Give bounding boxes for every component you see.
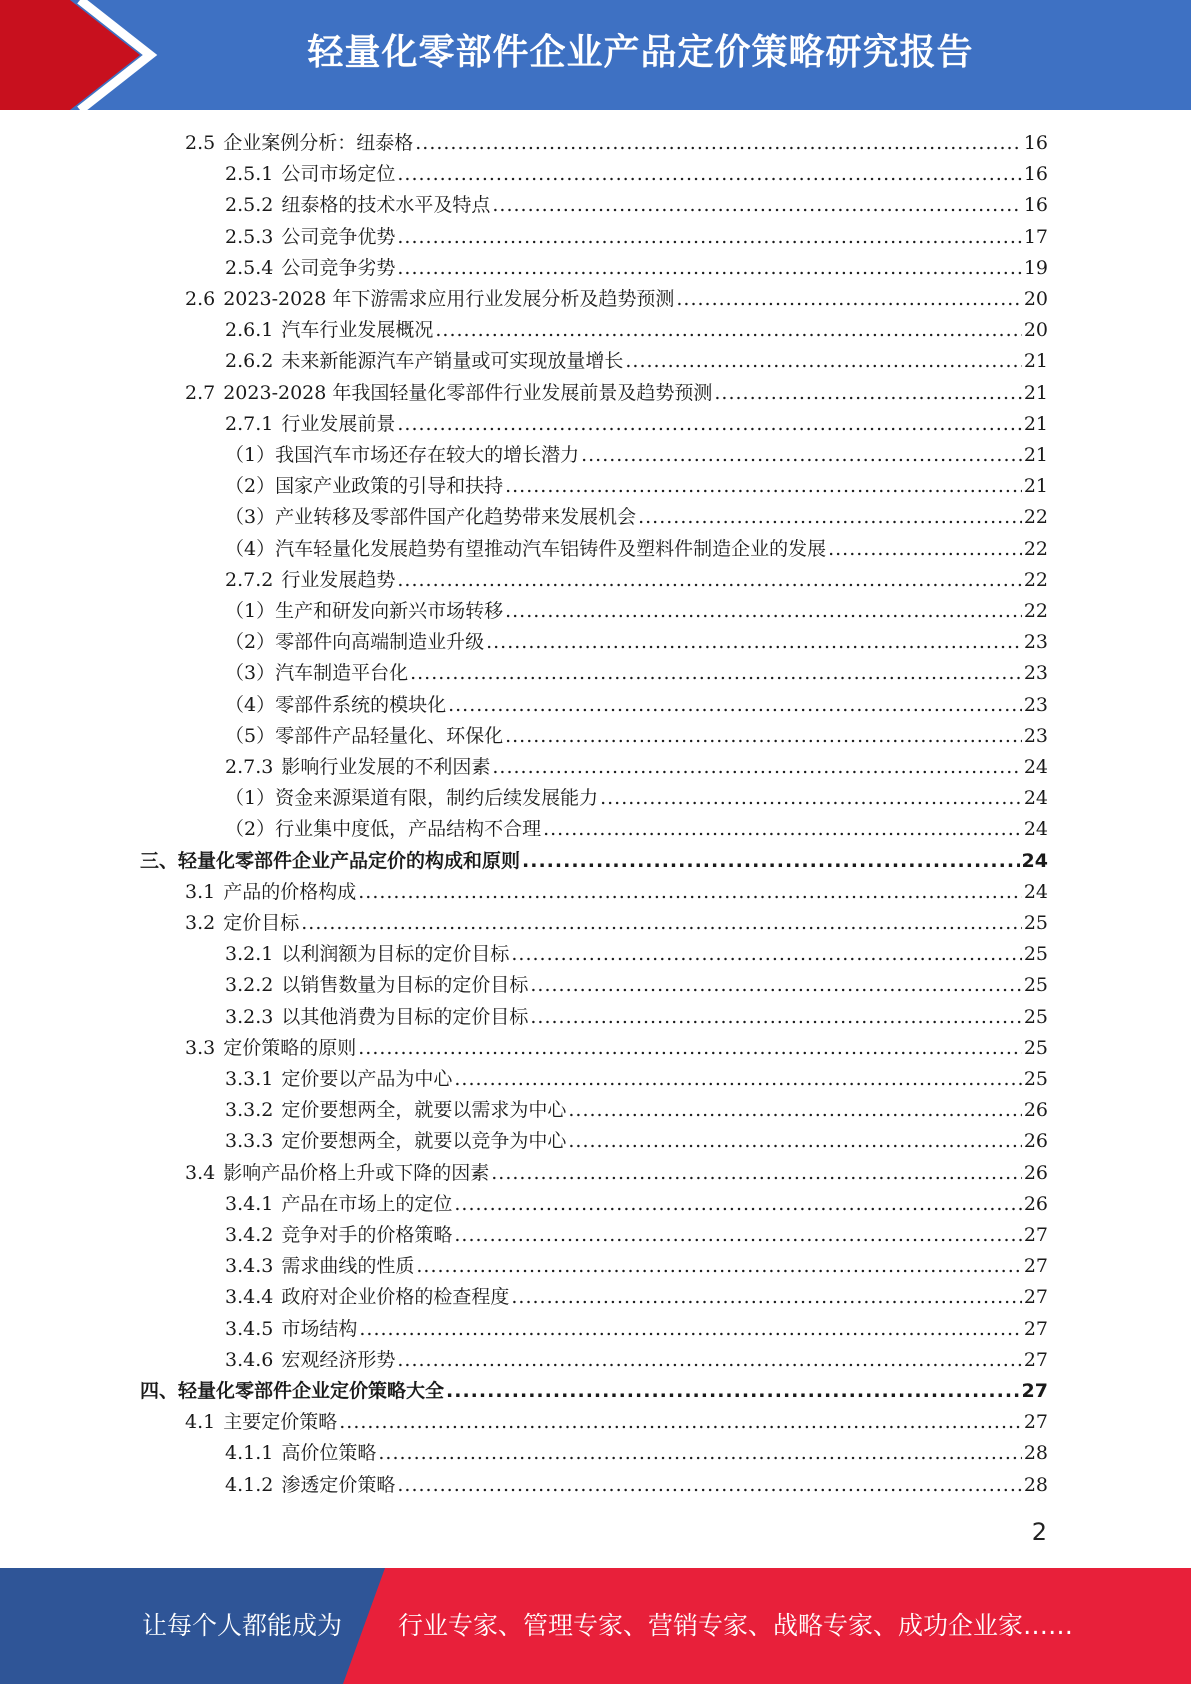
toc-entry-number: 3.3.2 (225, 1099, 274, 1122)
toc-entry[interactable] (225, 1438, 1048, 1469)
toc-entry-page: 19 (1023, 256, 1048, 279)
toc-entry-page: 22 (1023, 537, 1048, 560)
toc-entry[interactable] (225, 658, 1048, 689)
toc-entry[interactable] (185, 877, 1048, 908)
toc-dot-leader (397, 222, 1021, 253)
toc-entry-number: 2.6.1 (225, 319, 274, 342)
toc-entry-label: 公司竞争优势 (281, 225, 396, 248)
toc-entry-page: 26 (1023, 1161, 1048, 1184)
toc-dot-leader (397, 1345, 1021, 1376)
toc-dot-leader (568, 1126, 1021, 1157)
toc-entry-label: 高价位策略 (281, 1442, 377, 1465)
toc-entry[interactable] (225, 440, 1048, 471)
toc-entry-page: 27 (1023, 1411, 1048, 1434)
page-number: 2 (1031, 1518, 1047, 1546)
toc-entry-page: 27 (1023, 1286, 1048, 1309)
report-header (0, 0, 1191, 110)
toc-entry-page: 27 (1023, 1348, 1048, 1371)
toc-dot-leader (435, 315, 1021, 346)
toc-dot-leader (486, 627, 1022, 658)
toc-entry[interactable] (225, 1002, 1048, 1033)
toc-entry-page: 24 (1023, 787, 1048, 810)
toc-entry-page: 16 (1023, 194, 1048, 217)
toc-dot-leader (454, 1220, 1021, 1251)
toc-entry[interactable] (225, 627, 1048, 658)
toc-entry-label: 主要定价策略 (223, 1411, 338, 1434)
toc-dot-leader (522, 846, 1020, 877)
toc-dot-leader (676, 284, 1021, 315)
toc-entry-page: 27 (1023, 1317, 1048, 1340)
toc-entry-page: 27 (1021, 1380, 1048, 1402)
toc-entry-label: 行业发展前景 (281, 412, 396, 435)
toc-entry-number: 3.4.4 (225, 1286, 274, 1309)
toc-entry-label: 以利润额为目标的定价目标 (281, 943, 510, 966)
toc-entry[interactable] (225, 409, 1048, 440)
toc-entry-number: 2.5 (185, 132, 216, 154)
toc-entry-label: 定价策略的原则 (223, 1036, 357, 1059)
toc-entry-page: 25 (1023, 1005, 1048, 1028)
toc-entry-label: 汽车行业发展概况 (281, 319, 434, 342)
toc-entry-page: 22 (1023, 568, 1048, 591)
toc-entry-number: 2.7.3 (225, 756, 274, 778)
toc-entry[interactable] (140, 846, 1048, 877)
toc-entry[interactable] (185, 284, 1048, 315)
toc-entry-page: 24 (1023, 880, 1048, 903)
toc-entry-page: 24 (1023, 818, 1048, 841)
toc-entry[interactable] (225, 1095, 1048, 1126)
toc-entry-label: （1）资金来源渠道有限，制约后续发展能力 (225, 787, 599, 810)
toc-entry-label: 公司竞争劣势 (281, 256, 396, 279)
toc-entry-page: 21 (1023, 350, 1048, 373)
toc-entry-number: 2.7 (185, 381, 216, 404)
toc-dot-leader (301, 908, 1022, 939)
toc-entry-label: 竞争对手的价格策略 (281, 1224, 453, 1246)
toc-entry-label: 未来新能源汽车产销量或可实现放量增长 (281, 350, 624, 373)
toc-entry-page: 24 (1021, 849, 1048, 872)
toc-dot-leader (397, 159, 1021, 190)
toc-entry[interactable] (185, 908, 1048, 939)
toc-dot-leader (625, 346, 1021, 377)
toc-dot-leader (581, 440, 1022, 471)
toc-entry-number: 3.4.2 (225, 1224, 274, 1246)
toc-entry-label: 产品在市场上的定位 (281, 1192, 453, 1215)
toc-entry[interactable] (225, 1251, 1048, 1282)
toc-dot-leader (339, 1407, 1022, 1438)
toc-entry-label: 定价要想两全，就要以竞争为中心 (281, 1130, 567, 1153)
toc-entry-page: 17 (1023, 225, 1048, 248)
toc-dot-leader (491, 1158, 1022, 1189)
toc-entry[interactable] (185, 1033, 1048, 1064)
toc-dot-leader (492, 752, 1021, 783)
toc-entry-number: 3.3 (185, 1036, 216, 1059)
toc-entry-number: 3.4 (185, 1161, 216, 1184)
report-title: 轻量化零部件企业产品定价策略研究报告 (307, 32, 974, 73)
toc-entry-label: 企业案例分析：纽泰格 (223, 132, 414, 154)
toc-entry-label: （3）汽车制造平台化 (225, 662, 409, 685)
toc-entry-page: 26 (1023, 1130, 1048, 1153)
toc-dot-leader (446, 1376, 1020, 1407)
toc-dot-leader (415, 128, 1022, 159)
toc-entry[interactable] (225, 346, 1048, 377)
toc-entry[interactable] (225, 471, 1048, 502)
toc-entry[interactable] (225, 1282, 1048, 1313)
toc-entry-number: 2.7.2 (225, 568, 274, 591)
toc-dot-leader (397, 565, 1021, 596)
toc-entry-label: 渗透定价策略 (281, 1473, 396, 1496)
toc-entry-page: 20 (1023, 288, 1048, 310)
toc-entry-label: 宏观经济形势 (281, 1348, 396, 1371)
toc-dot-leader (543, 814, 1022, 845)
toc-entry-number: 3.4.3 (225, 1255, 274, 1278)
toc-entry-label: 定价要想两全，就要以需求为中心 (281, 1099, 567, 1122)
toc-entry-label: （1）生产和研发向新兴市场转移 (225, 600, 504, 622)
toc-entry-page: 21 (1023, 444, 1048, 466)
toc-entry-label: 定价目标 (223, 912, 300, 934)
toc-entry[interactable] (225, 1064, 1048, 1095)
toc-entry[interactable] (225, 565, 1048, 596)
toc-entry-page: 28 (1023, 1473, 1048, 1496)
toc-entry-page: 25 (1023, 974, 1048, 997)
toc-dot-leader (454, 1064, 1021, 1095)
toc-entry-number: 2.5.2 (225, 194, 274, 217)
toc-entry[interactable] (225, 190, 1048, 221)
toc-entry-page: 21 (1023, 475, 1048, 498)
toc-dot-leader (828, 534, 1022, 565)
toc-entry-page: 16 (1023, 163, 1048, 186)
toc-entry-label: 政府对企业价格的检查程度 (281, 1286, 510, 1309)
toc-entry-label: 2023-2028 年下游需求应用行业发展分析及趋势预测 (223, 288, 675, 310)
toc-entry[interactable] (185, 128, 1048, 159)
toc-entry-number: 3.1 (185, 880, 216, 903)
toc-entry-page: 28 (1023, 1442, 1048, 1465)
toc-dot-leader (492, 190, 1021, 221)
toc-dot-leader (530, 970, 1021, 1001)
toc-entry[interactable] (225, 721, 1048, 752)
toc-dot-leader (359, 1314, 1021, 1345)
toc-entry[interactable] (225, 534, 1048, 565)
toc-entry-number: 4.1 (185, 1411, 216, 1434)
toc-entry-label: 以其他消费为目标的定价目标 (281, 1005, 529, 1028)
toc-entry[interactable] (185, 1407, 1048, 1438)
toc-entry[interactable] (185, 1158, 1048, 1189)
toc-entry-page: 23 (1023, 631, 1048, 654)
toc-entry[interactable] (225, 939, 1048, 970)
toc-entry-page: 20 (1023, 319, 1048, 342)
toc-entry-page: 24 (1023, 756, 1048, 778)
toc-entry-number: 3.4.5 (225, 1317, 274, 1340)
toc-entry[interactable] (225, 253, 1048, 284)
toc-entry-label: 定价要以产品为中心 (281, 1068, 453, 1090)
toc-entry-page: 23 (1023, 662, 1048, 685)
toc-entry-number: 3.4.6 (225, 1348, 274, 1371)
toc-dot-leader (530, 1002, 1021, 1033)
toc-entry[interactable] (225, 502, 1048, 533)
toc-dot-leader (358, 877, 1022, 908)
toc-entry-label: （3）产业转移及零部件国产化趋势带来发展机会 (225, 506, 637, 529)
toc-entry-label: 纽泰格的技术水平及特点 (281, 194, 491, 217)
toc-entry[interactable] (225, 222, 1048, 253)
toc-entry-number: 4.1.2 (225, 1473, 274, 1496)
toc-dot-leader (358, 1033, 1022, 1064)
toc-entry-page: 27 (1023, 1224, 1048, 1246)
toc-entry[interactable] (225, 596, 1048, 627)
toc-entry-number: 2.5.4 (225, 256, 274, 279)
toc-entry-number: 3.3.1 (225, 1068, 274, 1090)
toc-entry-page: 25 (1023, 1068, 1048, 1090)
toc-entry-page: 26 (1023, 1099, 1048, 1122)
toc-dot-leader (397, 1470, 1021, 1501)
toc-dot-leader (397, 253, 1021, 284)
toc-entry[interactable] (225, 690, 1048, 721)
toc-dot-leader (638, 502, 1022, 533)
toc-entry-number: 3.2.3 (225, 1005, 274, 1028)
toc-entry[interactable] (225, 315, 1048, 346)
toc-dot-leader (714, 378, 1021, 409)
toc-entry-label: 行业发展趋势 (281, 568, 396, 591)
toc-dot-leader (378, 1438, 1021, 1469)
toc-entry[interactable] (225, 783, 1048, 814)
toc-entry-label: （2）零部件向高端制造业升级 (225, 631, 485, 654)
toc-entry-number: 3.3.3 (225, 1130, 274, 1153)
toc-entry-page: 22 (1023, 600, 1048, 622)
toc-entry-number: 2.6.2 (225, 350, 274, 373)
toc-entry-number: 3.2.2 (225, 974, 274, 997)
toc-dot-leader (511, 939, 1021, 970)
toc-entry-page: 23 (1023, 724, 1048, 747)
toc-entry-label: 公司市场定位 (281, 163, 396, 186)
toc-entry-page: 22 (1023, 506, 1048, 529)
toc-entry[interactable] (140, 1376, 1048, 1407)
toc-dot-leader (454, 1189, 1021, 1220)
toc-entry-label: （1）我国汽车市场还存在较大的增长潜力 (225, 444, 580, 466)
toc-entry-number: 3.2.1 (225, 943, 274, 966)
toc-entry[interactable] (225, 1220, 1048, 1251)
toc-entry[interactable] (225, 1314, 1048, 1345)
toc-dot-leader (511, 1282, 1021, 1313)
toc-entry-label: 四、轻量化零部件企业定价策略大全 (140, 1380, 445, 1402)
toc-entry-number: 3.2 (185, 912, 216, 934)
toc-entry-number: 2.7.1 (225, 412, 274, 435)
toc-dot-leader (410, 658, 1022, 689)
toc-entry[interactable] (225, 752, 1048, 783)
toc-entry[interactable] (225, 814, 1048, 845)
toc-entry-label: 市场结构 (281, 1317, 358, 1340)
toc-entry-page: 25 (1023, 1036, 1048, 1059)
toc-entry-label: （4）汽车轻量化发展趋势有望推动汽车铝铸件及塑料件制造企业的发展 (225, 537, 827, 560)
toc-dot-leader (416, 1251, 1021, 1282)
toc-entry-label: 产品的价格构成 (223, 880, 357, 903)
toc-entry-page: 26 (1023, 1192, 1048, 1215)
toc-entry-label: 三、轻量化零部件企业产品定价的构成和原则 (140, 849, 521, 872)
toc-entry-label: （4）零部件系统的模块化 (225, 693, 447, 716)
toc-dot-leader (505, 721, 1022, 752)
toc-dot-leader (505, 596, 1022, 627)
toc-entry-page: 21 (1023, 412, 1048, 435)
toc-dot-leader (505, 471, 1022, 502)
toc-entry-page: 21 (1023, 381, 1048, 404)
toc-entry[interactable] (225, 1126, 1048, 1157)
toc-entry[interactable] (185, 378, 1048, 409)
toc-entry-number: 2.5.3 (225, 225, 274, 248)
toc-entry-number: 2.5.1 (225, 163, 274, 186)
footer-banner (0, 1568, 1191, 1684)
footer-slogan-left: 让每个人都能成为 (142, 1611, 343, 1640)
toc-entry-label: 影响产品价格上升或下降的因素 (223, 1161, 490, 1184)
toc-dot-leader (448, 690, 1022, 721)
toc-entry[interactable] (225, 1189, 1048, 1220)
toc-entry-label: 影响行业发展的不利因素 (281, 756, 491, 778)
toc-entry-number: 2.6 (185, 288, 216, 310)
toc-dot-leader (600, 783, 1022, 814)
toc-entry-label: 2023-2028 年我国轻量化零部件行业发展前景及趋势预测 (223, 381, 713, 404)
toc-entry-label: 需求曲线的性质 (281, 1255, 415, 1278)
toc-dot-leader (568, 1095, 1021, 1126)
toc-entry[interactable] (225, 1345, 1048, 1376)
toc-entry-number: 3.4.1 (225, 1192, 274, 1215)
toc-entry-page: 25 (1023, 943, 1048, 966)
red-chevron-icon (0, 0, 160, 110)
footer-slogan-right: 行业专家、管理专家、营销专家、战略专家、成功企业家…… (398, 1611, 1074, 1640)
toc-dot-leader (397, 409, 1021, 440)
toc-entry-number: 4.1.1 (225, 1442, 274, 1465)
toc-entry-label: （2）行业集中度低，产品结构不合理 (225, 818, 542, 841)
toc-entry[interactable] (225, 159, 1048, 190)
toc-entry[interactable] (225, 970, 1048, 1001)
toc-entry-page: 16 (1023, 132, 1048, 154)
toc-entry[interactable] (225, 1470, 1048, 1501)
toc-entry-label: （2）国家产业政策的引导和扶持 (225, 475, 504, 498)
toc-entry-page: 25 (1023, 912, 1048, 934)
toc-entry-label: （5）零部件产品轻量化、环保化 (225, 724, 504, 747)
toc-entry-page: 23 (1023, 693, 1048, 716)
toc-entry-page: 27 (1023, 1255, 1048, 1278)
toc-entry-label: 以销售数量为目标的定价目标 (281, 974, 529, 997)
